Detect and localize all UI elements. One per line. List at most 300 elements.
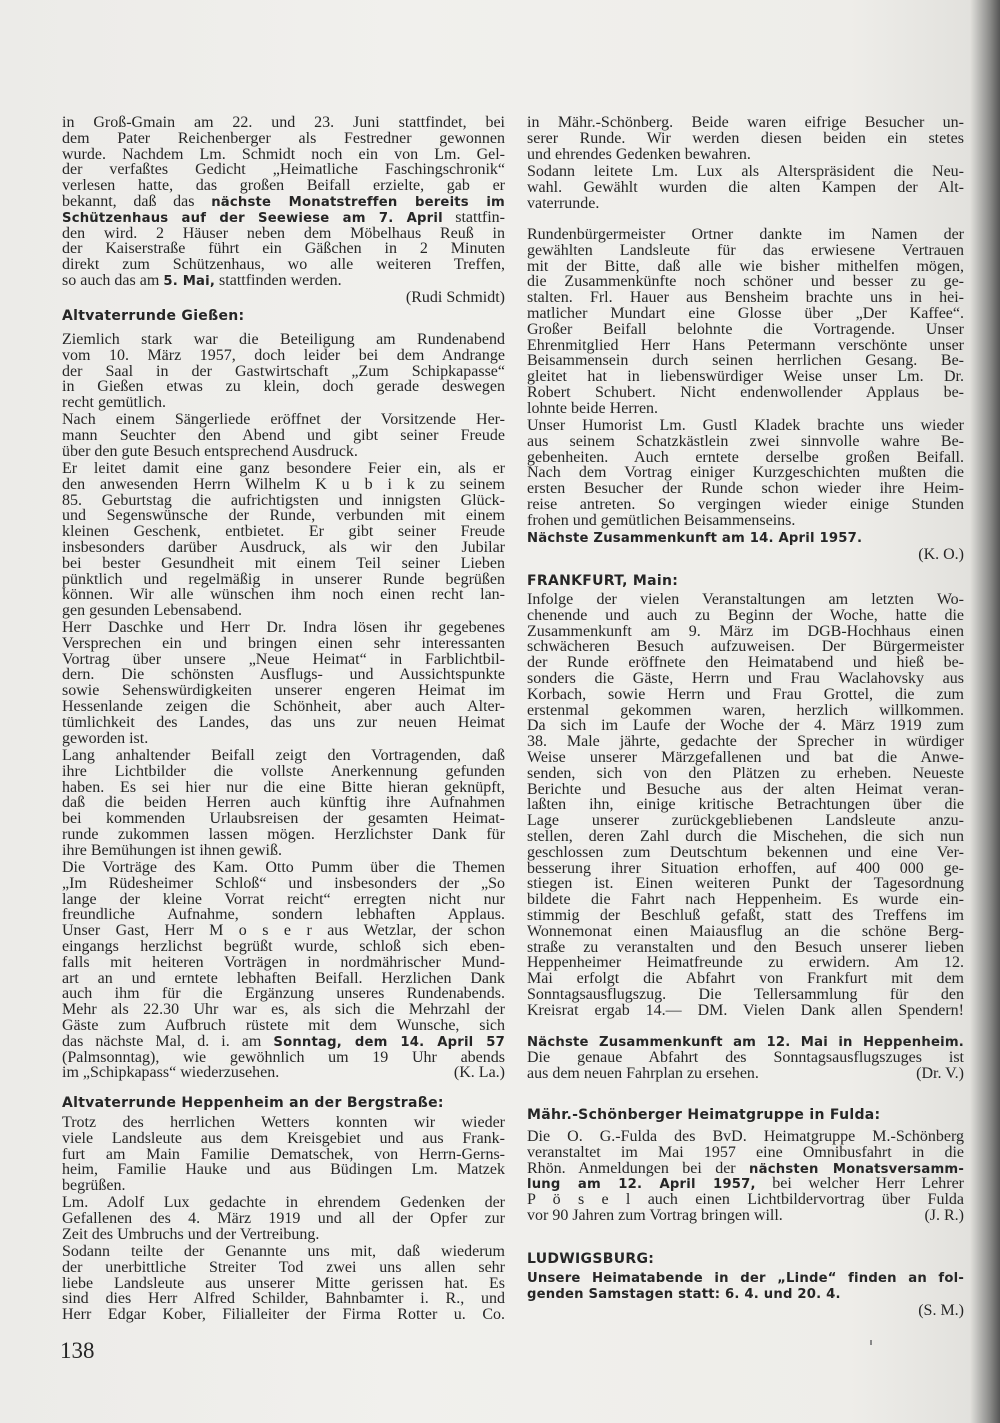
text-run: lohnte beide Herren. (527, 399, 659, 417)
text-line (527, 750, 964, 766)
text-line (62, 572, 505, 588)
paragraph (62, 461, 505, 619)
text-line (62, 955, 505, 971)
text-run: reise antreten. So vergingen wieder einige Stunden (527, 495, 964, 513)
text-run: gleitet hat in liebenswürdiger Weise unser Lm. Dr. (527, 368, 964, 386)
text-line (62, 1065, 505, 1081)
text-line (527, 1208, 964, 1224)
author-signature: (S. M.) (918, 1302, 964, 1319)
text-line (62, 1131, 505, 1147)
text-line (62, 348, 505, 364)
text-line (527, 592, 964, 608)
paragraph (527, 1129, 964, 1224)
text-run: daß die beiden Herren auch künftig ihre Aufnahmen (62, 794, 505, 812)
text-line (62, 477, 505, 493)
text-run: mit der Bitte, daß alle wie bisher mithelfen mögen, (527, 257, 964, 275)
text-line (527, 608, 964, 624)
text-run: schwächeren Besuch aufzuweisen. Der Bürgermeister (527, 638, 964, 656)
text-line (62, 1178, 505, 1194)
text-line (527, 481, 964, 497)
text-run: Korbach, sowie Herrn und Frau Grottel, die zum (527, 685, 964, 703)
text-line (62, 226, 505, 242)
section-heading: Altvaterrunde Gießen: (62, 308, 245, 324)
text-run: und ehrendes Gedenken bewahren. (527, 145, 751, 163)
text-run: serer Runde. Wir werden diesen beiden ein stetes (527, 129, 964, 147)
text-run: ihre Lichtbilder die vollste Anerkennung gefunden (62, 762, 505, 780)
text-line (527, 147, 964, 163)
text-run: Mehr als 22.30 Uhr war es, als sich die Mehrzahl der (62, 1001, 505, 1019)
text-run: wurde. Nachdem Lm. Schmidt noch ein von Lm. Gel- (62, 145, 505, 163)
text-line (62, 764, 505, 780)
text-line (62, 428, 505, 444)
text-line (62, 652, 505, 668)
text-run: Rundenbürgermeister Ortner dankte im Namen der (527, 226, 964, 243)
text-run: Weise unserer Märzgefallenen und bat die Anwe- (527, 748, 964, 766)
text-run: Zusammenkunft am 9. März im DGB-Hochhaus einen (527, 622, 964, 640)
text-line (527, 497, 964, 513)
text-line (527, 797, 964, 813)
text-run: recht gemütlich. (62, 394, 166, 412)
text-line (527, 1176, 964, 1192)
text-line (62, 843, 505, 859)
text-run: stimmig der Beschluß gefaßt, statt des Treffens im (527, 906, 964, 924)
text-line (527, 338, 964, 354)
text-line (527, 987, 964, 1003)
paragraph (527, 115, 964, 162)
text-run: geworden ist. (62, 729, 149, 747)
text-line (527, 1034, 964, 1050)
text-line (527, 955, 964, 971)
line-text (527, 1208, 783, 1224)
text-line (527, 227, 964, 243)
text-line (527, 290, 964, 306)
text-run: Lang anhaltender Beifall zeigt den Vortragenden, daß (62, 747, 505, 764)
text-run: Sodann leitete Lm. Lux als Alterspräsident die Neu- (527, 163, 964, 180)
text-line (62, 827, 505, 843)
author-signature: (K. La.) (453, 1064, 505, 1082)
text-line (62, 178, 505, 194)
text-line (527, 115, 964, 131)
text-run: Trotz des herrlichen Wetters konnten wir wieder (62, 1114, 505, 1131)
text-line (62, 923, 505, 939)
text-run: Sodann teilte der Genannte uns mit, daß wiederum (62, 1243, 505, 1260)
text-line (62, 715, 505, 731)
text-line (62, 364, 505, 380)
text-line (527, 861, 964, 877)
text-run: der Runde eröffnete den Heimatabend und hieß be- (527, 654, 964, 672)
text-line (62, 1147, 505, 1163)
text-line (62, 241, 505, 257)
text-run: tümlichkeit des Landes, das uns zur neuen Heimat (62, 713, 505, 731)
text-run: bei bester Gesundheit mit einem Teil seiner Lieben (62, 554, 505, 572)
paragraph (62, 412, 505, 459)
paragraph (62, 1195, 505, 1242)
text-line (527, 322, 964, 338)
text-line (527, 892, 964, 908)
text-run: bildete die Fahrt nach Heppenheim. Es wurde ein- (527, 891, 964, 909)
text-line (62, 939, 505, 955)
text-run: freundliche Aufnahme, sondern lebhaften Applaus. (62, 906, 505, 924)
text-line (527, 813, 964, 829)
text-run: Nach dem Vortrag einiger Kurzgeschichten mußten die (527, 464, 964, 482)
text-line (62, 131, 505, 147)
text-run: veranstaltet im Mai 1957 eine Omnibusfahrt in die (527, 1143, 964, 1161)
text-run: Herr Edgar Kober, Filialleiter der Firma Rotter u. Co. (62, 1306, 505, 1324)
text-line (62, 508, 505, 524)
text-line (527, 924, 964, 940)
text-line (62, 115, 505, 131)
text-line (527, 829, 964, 845)
text-run: Die genaue Abfahrt des Sonntagsausflugszuges ist (527, 1048, 964, 1066)
text-run: Mai erfolgt die Abfahrt von Frankfurt mit dem (527, 970, 964, 988)
text-run: stattfin- (442, 208, 505, 226)
text-run: in Gießen etwas zu klein, doch gerade deswegen (62, 378, 505, 396)
text-run: chenende und auch zu Beginn der Woche, hatte die (527, 606, 964, 624)
text-run: in Groß-Gmain am 22. und 23. Juni stattfindet, bei (62, 114, 505, 131)
line-text (62, 1065, 279, 1081)
text-run: ihre Bemühungen ist ihnen gewiß. (62, 841, 282, 859)
text-run: sonders die Gäste, Herrn und Frau Waclahovsky aus (527, 669, 964, 687)
line-text (527, 1066, 759, 1082)
paragraph (527, 530, 964, 546)
bold-text-run: genden Samstagen statt: 6. 4. und 20. 4. (527, 1286, 841, 1302)
text-run: viele Landsleute aus dem Kreisgebiet und aus Frank- (62, 1129, 505, 1147)
text-line (527, 734, 964, 750)
text-run: erstenmal gekommen waren, herzlich willkommen. (527, 701, 964, 719)
text-run: haben. Es sei hier nur die eine Bitte hieran geknüpft, (62, 778, 505, 796)
text-run: vaterrunde. (527, 194, 600, 212)
text-run: Hessenlande zeigen die Schönheit, aber auch Alter- (62, 697, 505, 715)
text-line (62, 603, 505, 619)
text-line (527, 845, 964, 861)
bold-text-run: Nächste Zusammenkunft am 12. Mai in Heppenheim. (527, 1035, 964, 1050)
paragraph (527, 1270, 964, 1302)
text-line (527, 418, 964, 434)
text-run: direkt zum Schützenhaus, wo alle weiteren Treffen, (62, 256, 505, 274)
text-run: Er leitet damit eine ganz besondere Feier ein, als er (62, 460, 505, 477)
text-run: der Saal in der Gastwirtschaft „Zum Schipkapasse“ (62, 362, 505, 380)
text-run: wahl. Gewählt wurden die alten Kampen der Alt- (527, 178, 964, 196)
text-run: Gefallenen des 4. März 1919 und all der Opfer zur (62, 1209, 505, 1227)
text-run: Die O. G.-Fulda des BvD. Heimatgruppe M.-Schönberg (527, 1128, 964, 1145)
paragraph (62, 332, 505, 411)
section-heading: Altvaterrunde Heppenheim an der Bergstraße: (62, 1095, 444, 1111)
text-line (62, 971, 505, 987)
text-line (527, 1129, 964, 1145)
text-run: und Segenswünsche der Runde, verbunden mit einem (62, 507, 505, 525)
bold-text-run: Sonntag, dem 14. April 57 (273, 1034, 505, 1050)
text-run: das nächste Mal, d. i. am (62, 1032, 274, 1050)
text-line (62, 1227, 505, 1243)
text-line (62, 273, 505, 289)
text-run: Unser Humorist Lm. Gustl Kladek brachte uns wieder (527, 417, 964, 434)
text-run: im „Schipkapass“ wiederzusehen. (62, 1064, 280, 1082)
text-run: sind dies Herr Alfred Schilder, Bahnbamter i. R., und (62, 1290, 505, 1308)
bold-text-run: Schützenhaus auf der Seewiese am 7. April (62, 210, 443, 226)
text-line (527, 1003, 964, 1019)
text-line (527, 1192, 964, 1208)
text-run: die Zusammenkünfte noch schöner und besser zu ge- (527, 273, 964, 291)
text-run: stalten. Frl. Hauer aus Bensheim brachte uns in hei- (527, 289, 964, 307)
text-run: bei welcher Herr Lehrer (755, 1175, 965, 1193)
text-run: heim, Familie Hauke und aus Büdingen Lm. Matzek (62, 1161, 505, 1179)
text-line (527, 687, 964, 703)
text-run: straße zu veranstalten und den Besuch unserer lieben (527, 938, 964, 956)
text-line (62, 210, 505, 226)
text-line (62, 667, 505, 683)
text-line (527, 353, 964, 369)
text-line (62, 395, 505, 411)
text-run: aus dem neuen Fahrplan zu ersehen. (527, 1064, 759, 1082)
bold-text-run: nächste Monatstreffen bereits im (211, 194, 506, 210)
text-run: ersten Besucher der Runde schon wieder ihre Heim- (527, 480, 964, 498)
text-line (527, 703, 964, 719)
text-line (62, 1050, 505, 1066)
bold-text-run: 5. Mai, (163, 273, 216, 289)
text-run: können. Wir alle wünschen ihm noch einen recht lan- (62, 586, 505, 604)
text-run: Ehrenmitglied Herr Hans Petermann verschönte unser (527, 336, 964, 354)
text-line (527, 624, 964, 640)
text-line (62, 683, 505, 699)
text-run: Die Vorträge des Kam. Otto Pumm über die Themen (62, 859, 505, 876)
text-line (62, 556, 505, 572)
text-run: Großer Beifall belohnte die Vortragende. Unser (527, 320, 964, 338)
paragraph (527, 592, 964, 1019)
text-line (62, 907, 505, 923)
text-run: Rhön. Anmeldungen bei der (527, 1159, 750, 1177)
text-line (62, 257, 505, 273)
text-line (527, 1270, 964, 1286)
text-line (527, 196, 964, 212)
text-line (527, 306, 964, 322)
text-run: dern. Die schönsten Ausflugs- und Aussichtspunkte (62, 666, 505, 684)
text-line (62, 1018, 505, 1034)
text-run: Heppenheimer Heimatfreunde zu erwidern. Am 12. (527, 954, 964, 972)
author-signature: (Rudi Schmidt) (405, 289, 505, 306)
text-line (62, 162, 505, 178)
paragraph (527, 1034, 964, 1081)
text-line (527, 940, 964, 956)
text-run: pünktlich und regelmäßig in unserer Runde begrüßen (62, 570, 505, 588)
bold-text-run: Unsere Heimatabende in der „Linde“ finden an fol- (527, 1271, 964, 1286)
text-run: 85. Geburtstag die aufrichtigsten und innigsten Glück- (62, 491, 505, 509)
text-line (527, 450, 964, 466)
text-line (62, 461, 505, 477)
text-run: P ö s e l auch einen Lichtbildervortrag über Fulda (527, 1191, 964, 1209)
text-run: geschlossen zum Deutschtum bekennen und eine Ver- (527, 843, 964, 861)
text-run: mann Seuchter den Abend und gibt seiner Freude (62, 426, 505, 444)
text-line (62, 986, 505, 1002)
text-line (62, 1307, 505, 1323)
paragraph (62, 860, 505, 1081)
text-run: Kreisrat ergab 14.— DM. Vielen Dank allen Spendern! (527, 1001, 964, 1019)
text-line (527, 908, 964, 924)
text-run: falls mit heiteren Vorträgen in nordmährischer Mund- (62, 953, 505, 971)
text-line (62, 194, 505, 210)
text-run: verlesen hatte, das großen Beifall erzielte, gab er (62, 177, 505, 195)
text-run: Lage unserer zurückgebliebenen Landsleute anzu- (527, 812, 964, 830)
text-run: furt am Main Familie Dematschek, von Herrn-Gerns- (62, 1145, 505, 1163)
text-run: art an und erntete lebhaften Beifall. Herzlichen Dank (62, 969, 505, 987)
text-line (62, 731, 505, 747)
text-line (62, 876, 505, 892)
text-line (62, 524, 505, 540)
text-run: liebe Landsleute aus unserer Mitte gerissen hat. Es (62, 1274, 505, 1292)
text-run: so auch das am (62, 271, 164, 289)
text-line (527, 671, 964, 687)
page-number: 138 (60, 1338, 95, 1363)
text-run: Ziemlich stark war die Beteiligung am Rundenabend (62, 331, 505, 348)
text-run: gen gesunden Lebensabend. (62, 602, 242, 620)
section-heading: Mähr.-Schönberger Heimatgruppe in Fulda: (527, 1107, 881, 1123)
text-line (62, 1034, 505, 1050)
text-line (62, 1195, 505, 1211)
text-run: insbesonders darüber Ausdruck, als wir den Jubilar (62, 538, 505, 556)
text-run: der Kaiserstraße führt ein Gäßchen in 2 Minuten (62, 240, 505, 258)
text-run: stattfinden werden. (215, 271, 342, 289)
text-line (62, 332, 505, 348)
text-run: eingangs herzlichst begrüßt wurde, schloß sich eben- (62, 937, 505, 955)
text-line (62, 748, 505, 764)
text-line (62, 412, 505, 428)
text-run: Vortrag über unsere „Neue Heimat“ in Farblichtbil- (62, 650, 505, 668)
text-line (62, 860, 505, 876)
text-run: Berichte und Besuche aus der alten Heimat veran- (527, 780, 964, 798)
text-run: Zeit des Umbruchs und der Vertreibung. (62, 1225, 320, 1243)
paragraph (62, 1244, 505, 1323)
bold-text-run: Nächste Zusammenkunft am 14. April 1957. (527, 531, 863, 546)
text-run: in Mähr.-Schönberg. Beide waren eifrige Besucher un- (527, 114, 964, 131)
text-line (527, 530, 964, 546)
text-run: über den gute Besuch entsprechend Ausdruck. (62, 442, 358, 460)
author-signature: (K. O.) (918, 546, 964, 563)
text-run: stellen, deren Zahl durch die Mischehen, die sich nun (527, 827, 964, 845)
text-run: Gäste zum Aufbruch rüstete mit dem Wunsche, sich (62, 1016, 505, 1034)
text-run: Versprechen ein und bringen einen sehr interessanten (62, 634, 505, 652)
text-line (62, 379, 505, 395)
text-line (527, 164, 964, 180)
text-run: gewählten Landsleute für das erwiesene Vertrauen (527, 241, 964, 259)
text-line (527, 766, 964, 782)
text-run: auch ihm für die Ergänzung unseres Rundenabends. (62, 985, 505, 1003)
text-run: runde zukommen lassen mögen. Herzlichster Dank für (62, 825, 505, 843)
text-line (527, 131, 964, 147)
section-heading: FRANKFURT, Main: (527, 573, 679, 589)
text-run: 38. Male jährte, gedachte der Sprecher in würdiger (527, 733, 964, 751)
text-run: kleinen Geschenk, entbietet. Er gibt seiner Freude (62, 523, 505, 541)
text-run: vom 10. März 1957, doch leider bei dem Andrange (62, 346, 505, 364)
text-line (62, 1291, 505, 1307)
text-line (62, 892, 505, 908)
scan-speck (870, 1340, 872, 1345)
text-run: Robert Schubert. Nicht endenwollender Applaus be- (527, 383, 964, 401)
text-run: den anwesenden Herrn Wilhelm K u b i k zu seinem (62, 475, 505, 493)
text-line (527, 1145, 964, 1161)
text-run: der verfaßtes Gedicht „Heimatliche Faschingschronik“ (62, 161, 505, 179)
text-line (62, 444, 505, 460)
text-run: aus seinem Schatzkästlein zwei sinnvolle wahre Be- (527, 432, 964, 450)
text-line (62, 780, 505, 796)
text-line (527, 1161, 964, 1177)
text-line (527, 876, 964, 892)
text-line (527, 274, 964, 290)
text-line (527, 513, 964, 529)
text-line (527, 655, 964, 671)
text-line (62, 147, 505, 163)
text-line (527, 718, 964, 734)
author-signature: (Dr. V.) (916, 1064, 964, 1082)
paragraph (527, 418, 964, 529)
text-run: Herr Daschke und Herr Dr. Indra lösen ihr gegebenes (62, 619, 505, 636)
text-line (527, 180, 964, 196)
paragraph (62, 1115, 505, 1194)
text-line (62, 1115, 505, 1131)
text-run: sowie Sehenswürdigkeiten unserer engeren Heimat im (62, 682, 505, 700)
text-line (62, 1002, 505, 1018)
text-run: laßten ihn, einige kritische Betrachtungen über die (527, 796, 964, 814)
text-run: (Palmsonntag), wie gewöhnlich um 19 Uhr abends (62, 1048, 505, 1066)
text-line (62, 1244, 505, 1260)
text-line (62, 587, 505, 603)
paragraph (527, 164, 964, 211)
text-run: den wird. 2 Häuser neben dem Möbelhaus Reuß in (62, 224, 505, 242)
text-line (62, 620, 505, 636)
text-line (62, 1211, 505, 1227)
text-run: dem Pater Reichenberger als Festredner gewonnen (62, 129, 505, 147)
text-run: bei kommenden Urlaubsreisen der gesamten Heimat- (62, 810, 505, 828)
text-run: Unser Gast, Herr M o s e r aus Wetzlar, der schon (62, 922, 505, 940)
text-run: Sonntagsausflugszug. Die Tellersammlung für den (527, 985, 964, 1003)
text-line (527, 1286, 964, 1302)
text-line (527, 1050, 964, 1066)
text-line (527, 369, 964, 385)
paragraph (62, 748, 505, 859)
text-line (62, 1276, 505, 1292)
text-line (62, 540, 505, 556)
text-line (62, 636, 505, 652)
paragraph (62, 115, 505, 289)
author-signature: (J. R.) (924, 1206, 964, 1224)
text-line (62, 795, 505, 811)
text-line (62, 699, 505, 715)
text-run: begrüßen. (62, 1177, 126, 1195)
text-run: Lm. Adolf Lux gedachte in ehrendem Gedenken der (62, 1194, 505, 1211)
text-line (527, 971, 964, 987)
text-run: Wonnemonat einen Maiausflug an die schöne Berg- (527, 922, 964, 940)
bold-text-run: lung am 12. April 1957, (527, 1177, 756, 1193)
text-line (527, 401, 964, 417)
text-run: Nach einem Sängerliede eröffnet der Vorsitzende Her- (62, 411, 505, 428)
bold-text-run: nächsten Monatsversamm- (749, 1161, 964, 1177)
text-run: stiegen ist. Einen weiteren Punkt der Tagesordnung (527, 875, 964, 893)
text-run: lange der kleine Vorrat reicht“ erregten nicht nur (62, 890, 505, 908)
text-run: „Im Rüdesheimer Schloß“ und insbesonders der „So (62, 874, 505, 892)
text-line (527, 1066, 964, 1082)
text-run: gebenheiten. Auch erntete derselbe großen Beifall. (527, 448, 964, 466)
text-line (527, 434, 964, 450)
text-line (62, 1162, 505, 1178)
text-line (527, 465, 964, 481)
text-line (527, 259, 964, 275)
text-line (62, 811, 505, 827)
text-line (527, 385, 964, 401)
text-run: vor 90 Jahren zum Vortrag bringen will. (527, 1206, 783, 1224)
text-line (62, 493, 505, 509)
section-heading: LUDWIGSBURG: (527, 1251, 655, 1267)
text-run: frohen und gemütlichen Beisammenseins. (527, 511, 796, 529)
text-run: bekannt, daß das (62, 192, 212, 210)
text-line (527, 782, 964, 798)
